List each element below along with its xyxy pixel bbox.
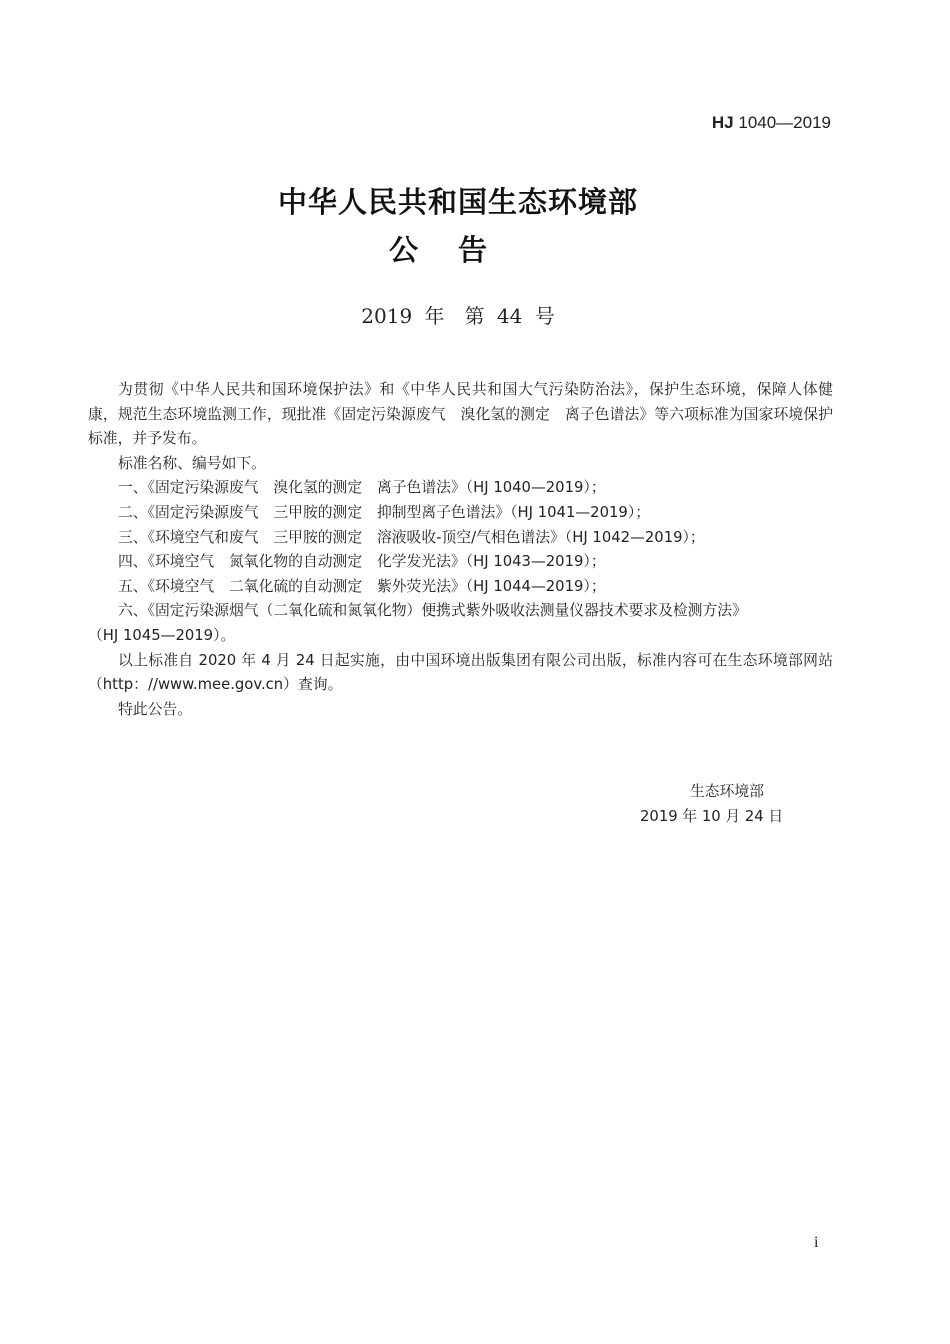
document-title: 中华人民共和国生态环境部 xyxy=(277,185,638,219)
implementation-paragraph: 以上标准自 2020 年 4 月 24 日起实施，由中国环境出版集团有限公司出版，标准内容可在生态环境部网站（http：//www.mee.gov.cn）查询。 xyxy=(88,651,833,694)
standard-code xyxy=(712,113,831,133)
signature-date: 2019 年 10 月 24 日 xyxy=(640,807,784,825)
document-subtitle: 公告 xyxy=(388,233,527,267)
announcement-body xyxy=(88,378,833,722)
page-number: i xyxy=(814,1234,819,1251)
standard-code-number: 1040—2019 xyxy=(738,113,831,132)
standard-item-5: 五、《环境空气 二氧化硫的自动测定 紫外荧光法》（HJ 1044—2019）； xyxy=(118,577,606,595)
list-intro: 标准名称、编号如下。 xyxy=(118,454,266,472)
intro-paragraph: 为贯彻《中华人民共和国环境保护法》和《中华人民共和国大气污染防治法》，保护生态环境，保障人体健康，规范生态环境监测工作，现批准《固定污染源废气 溴化氢的测定 离子色谱法》等六项标准为国家环境保护标准，并予发布。 xyxy=(88,381,833,448)
standard-item-6-line-1: 六、《固定污染源烟气（二氧化硫和氮氧化物）便携式紫外吸收法测量仪器技术要求及检测方法》 xyxy=(118,602,747,620)
signature-block xyxy=(640,780,830,829)
standard-item-6-line-2: （HJ 1045—2019）。 xyxy=(88,626,236,644)
standard-item-4: 四、《环境空气 氮氧化物的自动测定 化学发光法》（HJ 1043—2019）； xyxy=(118,553,606,571)
signature-org: 生态环境部 xyxy=(690,783,764,800)
closing-line: 特此公告。 xyxy=(118,700,192,718)
standard-item-2: 二、《固定污染源废气 三甲胺的测定 抑制型离子色谱法》（HJ 1041—2019）； xyxy=(118,503,651,521)
issue-number: 2019 年 第 44 号 xyxy=(361,304,555,328)
standard-item-3: 三、《环境空气和废气 三甲胺的测定 溶液吸收-顶空/气相色谱法》（HJ 1042—2019）； xyxy=(118,528,705,546)
standard-code-prefix: HJ xyxy=(711,113,734,132)
standard-item-1: 一、《固定污染源废气 溴化氢的测定 离子色谱法》（HJ 1040—2019）； xyxy=(118,479,606,497)
